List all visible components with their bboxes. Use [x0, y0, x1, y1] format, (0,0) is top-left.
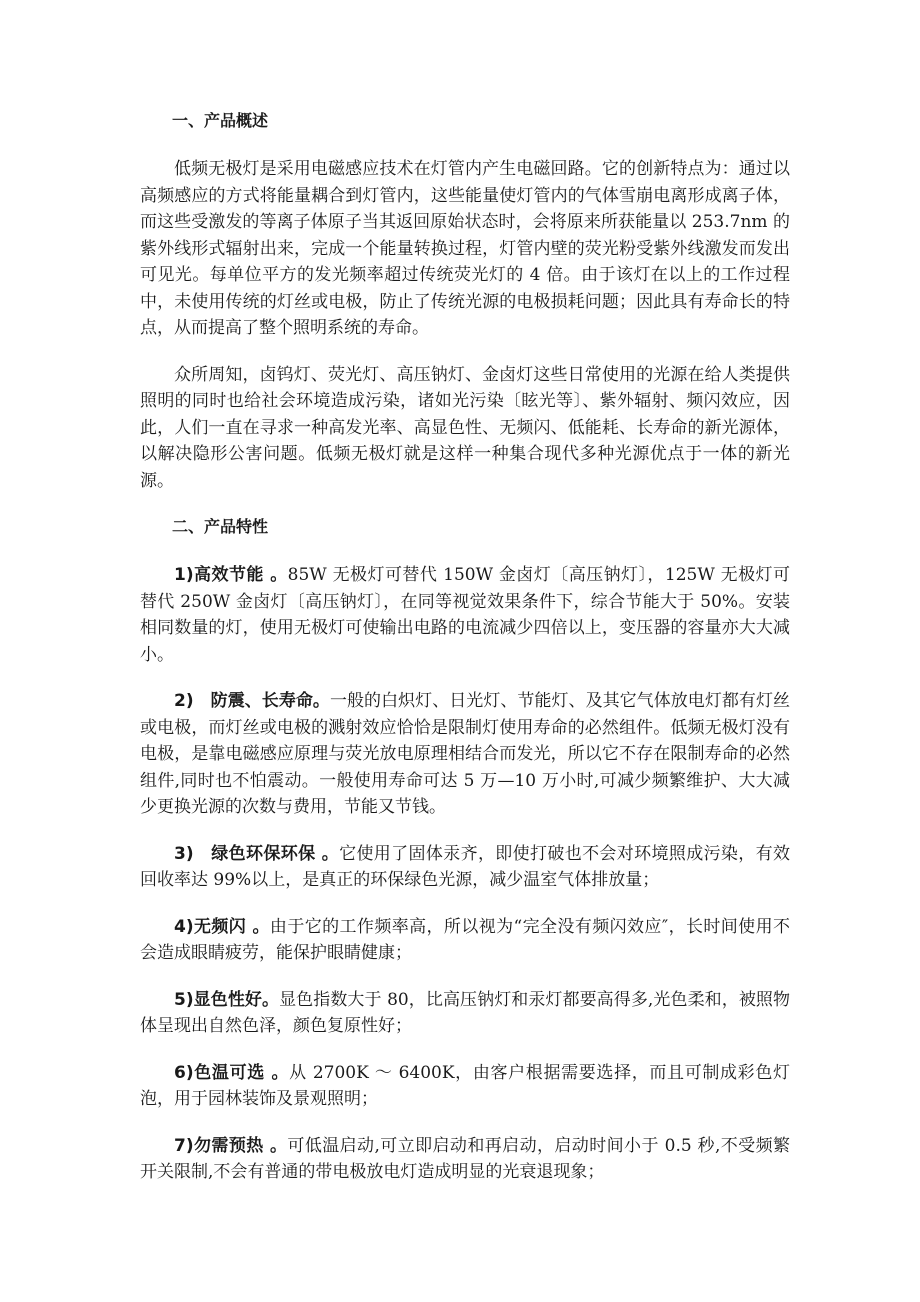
feature-text: 由于它的工作频率高，所以视为“完全没有频闪效应″，长时间使用不会造成眼睛疲劳，能保护眼睛健康；: [140, 916, 790, 963]
feature-item-7: [140, 1133, 790, 1186]
feature-text: 它使用了固体汞齐，即使打破也不会对环境照成污染，有效回收率达 99%以上，是真正的环保绿色光源，减少温室气体排放量；: [140, 843, 790, 890]
feature-lead: 4)无频闪 。: [174, 916, 270, 937]
feature-text: 从 2700K ～ 6400K，由客户根据需要选择，而且可制成彩色灯泡，用于园林装饰及景观照明；: [140, 1062, 790, 1109]
feature-item-3: [140, 841, 790, 894]
feature-lead: 2) 防震、长寿命。: [174, 691, 330, 711]
feature-item-5: [140, 987, 790, 1040]
section-heading-overview: 一、产品概述: [172, 111, 269, 130]
feature-text: 显色指数大于 80，比高压钠灯和汞灯都要高得多,光色柔和，被照物体呈现出自然色泽，颜色复原性好；: [140, 989, 790, 1036]
feature-text: 一般的白炽灯、日光灯、节能灯、及其它气体放电灯都有灯丝或电极，而灯丝或电极的溅射效应恰恰是限制灯使用寿命的必然组件。低频无极灯没有电极，是靠电磁感应原理与荧光放电原理相结合而发光，所以它不存在限制寿命的必然组件,同时也不怕震动。一般使用寿命可达 5 万—10 万小时,可减少频繁维护、大大减少更换光源的次数与费用，节能又节钱。: [140, 691, 791, 817]
feature-text: 可低温启动,可立即启动和再启动，启动时间小于 0.5 秒,不受频繁开关限制,不会有普通的带电极放电灯造成明显的光衰退现象；: [140, 1135, 790, 1182]
document-page: [140, 108, 790, 1206]
section-heading-features: 二、产品特性: [172, 517, 269, 536]
overview-paragraph-1: 低频无极灯是采用电磁感应技术在灯管内产生电磁回路。它的创新特点为：通过以高频感应的方式将能量耦合到灯管内，这些能量使灯管内的气体雪崩电离形成离子体，而这些受激发的等离子体原子当其返回原始状态时，会将原来所获能量以 253.7nm 的紫外线形式辐射出来，完成一个能量转换过程，灯管内壁的荧光粉受紫外线激发而发出可见光。每单位平方的发光频率超过传统荧光灯的 4 倍。由于该灯在以上的工作过程中，未使用传统的灯丝或电极，防止了传统光源的电极损耗问题；因此具有寿命长的特点，从而提高了整个照明系统的寿命。: [140, 159, 790, 338]
feature-lead: 6)色温可选 。: [174, 1062, 290, 1083]
feature-item-6: [140, 1060, 790, 1113]
feature-text: 85W 无极灯可替代 150W 金卤灯〔高压钠灯〕，125W 无极灯可替代 250W 金卤灯〔高压钠灯〕，在同等视觉效果条件下，综合节能大于 50%。安装相同数量的灯，使用无极灯可使输出电路的电流减少四倍以上，变压器的容量亦大大减小。: [140, 565, 790, 665]
feature-item-4: [140, 914, 790, 967]
feature-list: [140, 562, 790, 1186]
overview-paragraph-2: 众所周知，卤钨灯、荧光灯、高压钠灯、金卤灯这些日常使用的光源在给人类提供照明的同时也给社会环境造成污染，诸如光污染〔眩光等〕、紫外辐射、频闪效应，因此，人们一直在寻求一种高发光率、高显色性、无频闪、低能耗、长寿命的新光源体，以解决隐形公害问题。低频无极灯就是这样一种集合现代多种光源优点于一体的新光源。: [140, 364, 790, 491]
feature-item-1: [140, 562, 790, 668]
feature-lead: 7)勿需预热 。: [174, 1135, 288, 1156]
feature-lead: 5)显色性好。: [174, 989, 280, 1010]
feature-item-2: [140, 688, 790, 821]
feature-lead: 1)高效节能 。: [174, 565, 288, 585]
feature-lead: 3) 绿色环保环保 。: [174, 843, 340, 864]
